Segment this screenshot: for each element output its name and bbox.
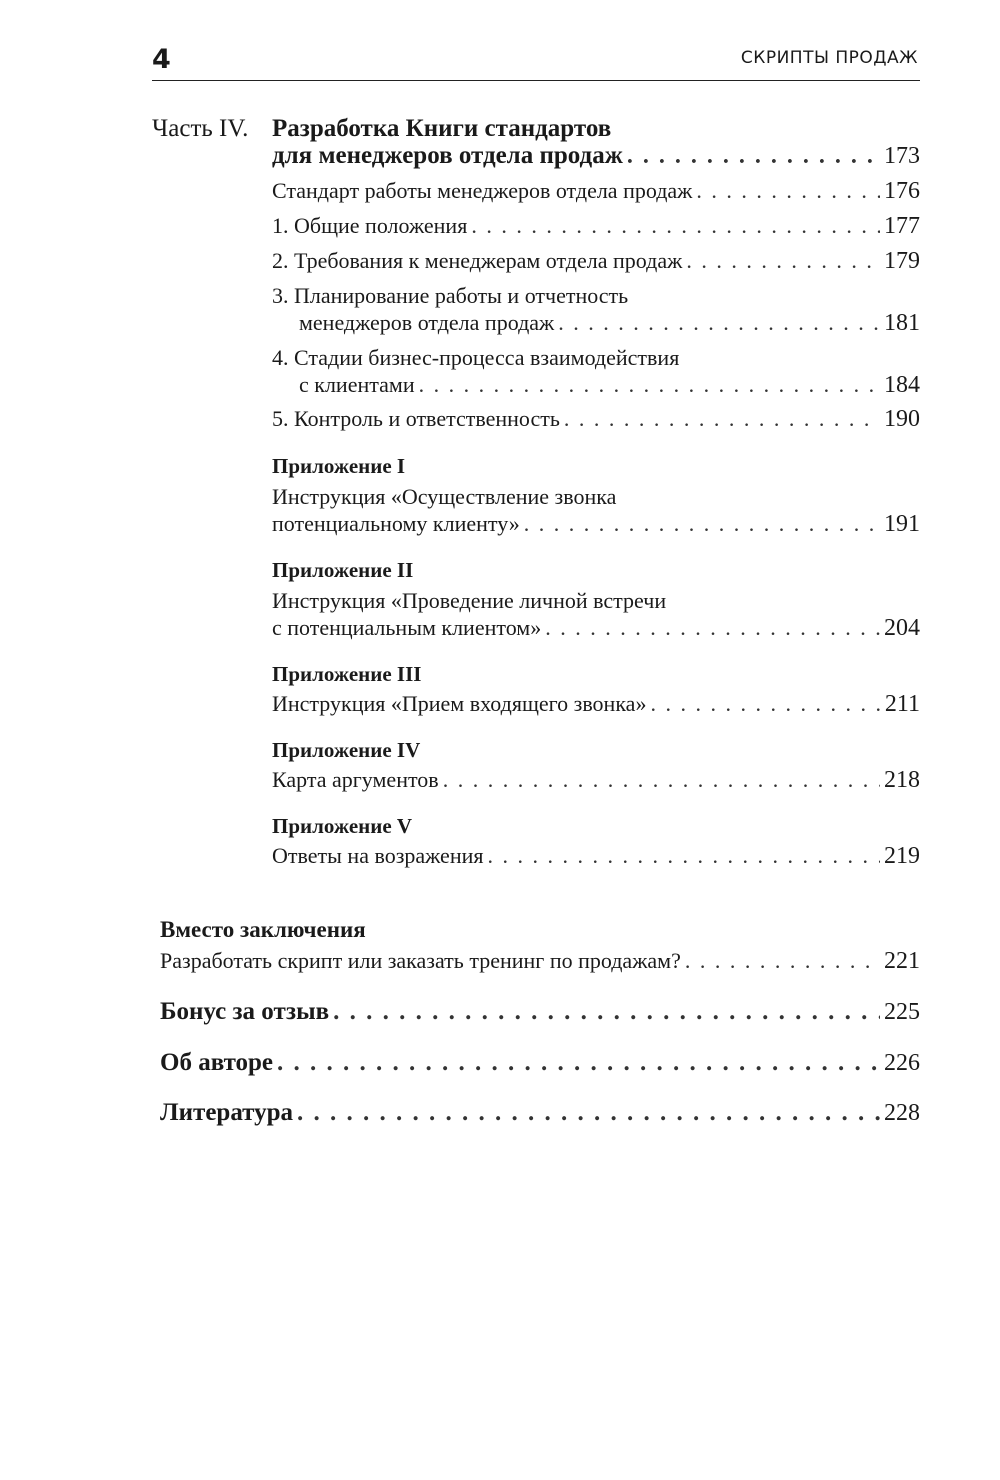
header-rule	[152, 80, 920, 81]
dot-leader	[650, 690, 880, 718]
dot-leader	[443, 766, 880, 794]
appendix-1-title: Приложение I	[272, 454, 406, 478]
running-title: СКРИПТЫ ПРОДАЖ	[740, 48, 918, 68]
entry-text: Разработать скрипт или заказать тренинг по продажам?	[160, 948, 681, 973]
page-ref: 226	[884, 1050, 920, 1076]
part-title-line2: для менеджеров отдела продаж	[272, 142, 623, 169]
page-ref: 176	[884, 178, 920, 204]
page-ref: 181	[884, 310, 920, 336]
entry-text: менеджеров отдела продаж	[299, 310, 555, 335]
entry-text: потенциальному клиенту»	[272, 511, 520, 536]
dot-leader	[564, 405, 880, 433]
page-ref: 204	[884, 615, 920, 641]
entry-text: Об авторе	[160, 1049, 274, 1076]
toc-entry-appendix-3[interactable]	[272, 690, 920, 718]
appendix-1-line1: Инструкция «Осуществление звонка	[272, 484, 617, 509]
dot-leader	[558, 309, 880, 337]
appendix-2-title: Приложение II	[272, 558, 414, 582]
dot-leader	[333, 998, 880, 1026]
part-title-line1: Разработка Книги стандартов	[272, 115, 612, 142]
entry-text: 1. Общие положения	[272, 213, 468, 238]
page-ref: 225	[884, 999, 920, 1025]
entry-text: Инструкция «Прием входящего звонка»	[272, 691, 647, 716]
dot-leader	[627, 142, 880, 170]
toc-entry-4[interactable]	[299, 371, 920, 399]
page-ref: 177	[884, 213, 920, 239]
page-ref: 173	[884, 143, 920, 169]
page-ref: 190	[884, 406, 920, 432]
toc-entry-1[interactable]	[272, 212, 920, 240]
entry-3-line1: 3. Планирование работы и отчетность	[272, 283, 629, 308]
toc-entry-5[interactable]	[272, 405, 920, 433]
dot-leader	[686, 247, 880, 275]
dot-leader	[696, 177, 880, 205]
toc-entry-appendix-2[interactable]	[272, 614, 920, 642]
entry-text: с потенциальным клиентом»	[272, 615, 542, 640]
part-label: Часть IV.	[152, 115, 249, 142]
toc-entry-appendix-4[interactable]	[272, 766, 920, 794]
page-ref: 219	[884, 843, 920, 869]
dot-leader	[471, 212, 880, 240]
toc-entry-2[interactable]	[272, 247, 920, 275]
page-ref: 191	[884, 511, 920, 537]
entry-text: 2. Требования к менеджерам отдела продаж	[272, 248, 683, 273]
toc-entry-literature[interactable]	[160, 1099, 920, 1127]
toc-entry-about[interactable]	[160, 1049, 920, 1077]
dot-leader	[545, 614, 880, 642]
entry-4-line1: 4. Стадии бизнес-процесса взаимодействия	[272, 345, 680, 370]
toc-entry-appendix-1[interactable]	[272, 510, 920, 538]
conclusion-title: Вместо заключения	[160, 917, 366, 942]
entry-text: 5. Контроль и ответственность	[272, 406, 560, 431]
entry-text: Ответы на возражения	[272, 843, 484, 868]
toc-entry-bonus[interactable]	[160, 998, 920, 1026]
dot-leader	[524, 510, 880, 538]
entry-text: Литература	[160, 1099, 294, 1126]
dot-leader	[277, 1049, 880, 1077]
page-ref: 228	[884, 1100, 920, 1126]
toc-entry-appendix-5[interactable]	[272, 842, 920, 870]
entry-text: Бонус за отзыв	[160, 998, 330, 1025]
page-ref: 211	[884, 691, 920, 717]
appendix-3-title: Приложение III	[272, 662, 422, 686]
page-ref: 218	[884, 767, 920, 793]
page-ref: 179	[884, 248, 920, 274]
appendix-4-title: Приложение IV	[272, 738, 421, 762]
dot-leader	[488, 842, 881, 870]
appendix-5-title: Приложение V	[272, 814, 413, 838]
page-number: 4	[152, 44, 171, 75]
page-ref: 184	[884, 372, 920, 398]
entry-text: Стандарт работы менеджеров отдела продаж	[272, 178, 693, 203]
entry-text: Карта аргументов	[272, 767, 439, 792]
dot-leader	[685, 947, 880, 975]
toc-entry-conclusion[interactable]	[160, 947, 920, 975]
dot-leader	[419, 371, 880, 399]
toc-entry-part-iv[interactable]	[272, 142, 920, 170]
appendix-2-line1: Инструкция «Проведение личной встречи	[272, 588, 667, 613]
toc-entry-standard[interactable]	[272, 177, 920, 205]
dot-leader	[297, 1099, 880, 1127]
entry-text: с клиентами	[299, 372, 415, 397]
page-ref: 221	[884, 948, 920, 974]
toc-entry-3[interactable]	[299, 309, 920, 337]
